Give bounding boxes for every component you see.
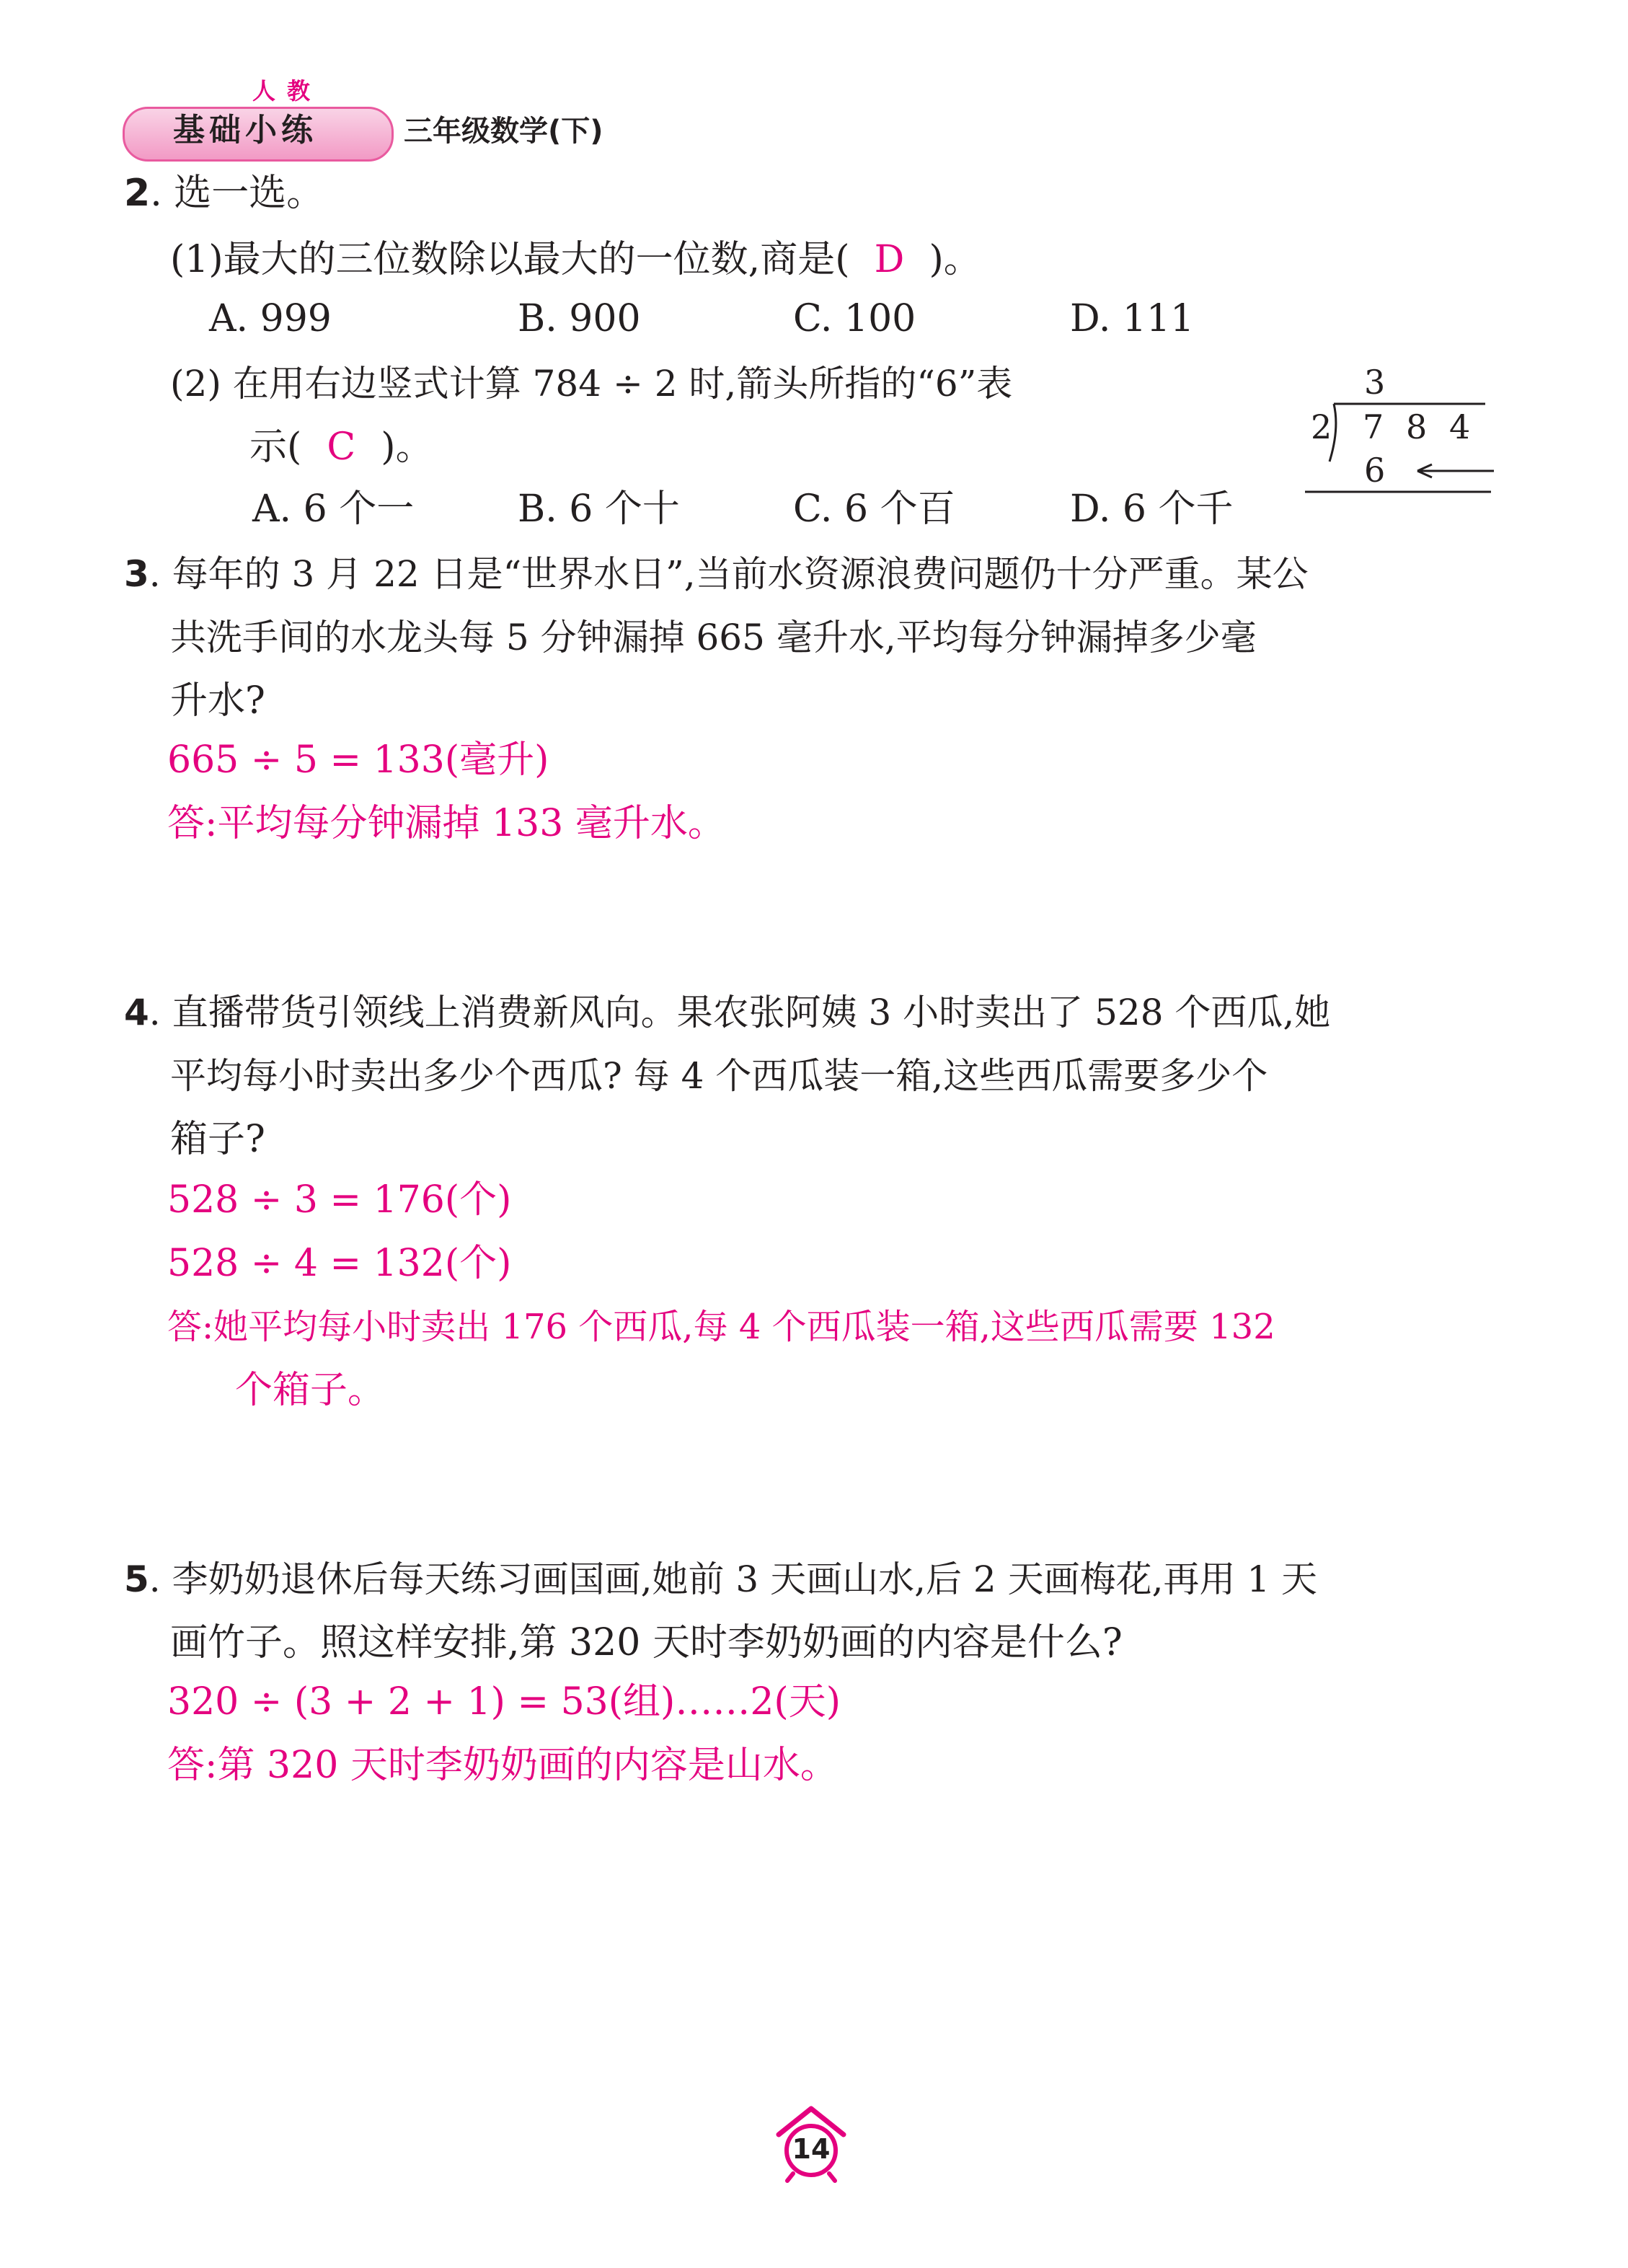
q3-answer-statement: 答:平均每分钟漏掉 133 毫升水。 <box>167 802 725 845</box>
q2-p1-option-d: D. 111 <box>1070 297 1195 340</box>
q2-p2-option-b: B. 6 个十 <box>518 487 680 531</box>
q3-line1: 3. 每年的 3 月 22 日是“世界水日”,当前水资源浪费问题仍十分严重。某公 <box>124 553 1309 595</box>
q4-answer-statement: 答:她平均每小时卖出 176 个西瓜,每 4 个西瓜装一箱,这些西瓜需要 132 <box>167 1307 1275 1347</box>
q2-p1-option-c: C. 100 <box>793 297 916 340</box>
division-bracket <box>1305 353 1500 505</box>
q3-line3: 升水? <box>170 679 265 723</box>
q2-p1-answer: D <box>874 238 905 281</box>
long-division-diagram <box>1305 353 1500 505</box>
division-dividend-digit: 4 <box>1449 407 1471 446</box>
q5-line1: 5. 李奶奶退休后每天练习画国画,她前 3 天画山水,后 2 天画梅花,再用 1 天 <box>124 1558 1318 1600</box>
q2-title: . 选一选。 <box>150 172 324 215</box>
q2-p2-option-d: D. 6 个千 <box>1070 487 1234 531</box>
q2-p1-option-b: B. 900 <box>518 297 641 340</box>
q3-answer-equation: 665 ÷ 5 = 133(毫升) <box>167 738 549 782</box>
q2-p2-stem-line2: 示( C )。 <box>249 415 433 479</box>
q2-heading <box>124 162 324 225</box>
q2-p2-answer: C <box>327 425 356 469</box>
q3-number: 3 <box>124 553 149 595</box>
q2-p2-option-c: C. 6 个百 <box>793 487 955 531</box>
division-quotient: 3 <box>1364 363 1386 402</box>
q4-answer-statement-cont: 个箱子。 <box>235 1369 386 1412</box>
q2-p2-option-a: A. 6 个一 <box>252 487 415 531</box>
q4-line2: 平均每小时卖出多少个西瓜? 每 4 个西瓜装一箱,这些西瓜需要多少个 <box>170 1055 1268 1097</box>
brand-title: 基础小练 <box>173 112 317 149</box>
q2-p1-stem: (1)最大的三位数除以最大的一位数,商是( D )。 <box>170 228 981 291</box>
page-number: 14 <box>792 2133 831 2165</box>
book-subtitle: 三年级数学(下) <box>404 115 603 148</box>
division-partial-product: 6 <box>1364 451 1386 490</box>
q2-p1-option-a: A. 999 <box>209 297 332 340</box>
division-divisor: 2 <box>1311 407 1332 446</box>
q5-number: 5 <box>124 1558 149 1600</box>
q5-answer-statement: 答:第 320 天时李奶奶画的内容是山水。 <box>167 1744 838 1787</box>
arrow-left-icon <box>1413 460 1496 482</box>
division-dividend-digit: 7 <box>1363 407 1384 446</box>
q5-line2: 画竹子。照这样安排,第 320 天时李奶奶画的内容是什么? <box>170 1621 1123 1664</box>
q4-line1: 4. 直播带货引领线上消费新风向。果农张阿姨 3 小时卖出了 528 个西瓜,她 <box>124 992 1331 1033</box>
q5-answer-equation: 320 ÷ (3 + 2 + 1) = 53(组)……2(天) <box>167 1680 841 1724</box>
brand-publisher: 人教 <box>252 77 322 105</box>
q4-number: 4 <box>124 992 149 1033</box>
q4-answer-equation-1: 528 ÷ 3 = 176(个) <box>167 1178 512 1222</box>
q4-answer-equation-2: 528 ÷ 4 = 132(个) <box>167 1242 512 1285</box>
q4-line3: 箱子? <box>170 1118 265 1161</box>
q2-number: 2 <box>124 172 151 215</box>
q2-p2-stem-line1: (2) 在用右边竖式计算 784 ÷ 2 时,箭头所指的“6”表 <box>170 363 1013 405</box>
q3-line2: 共洗手间的水龙头每 5 分钟漏掉 665 毫升水,平均每分钟漏掉多少毫 <box>170 617 1257 658</box>
division-dividend-digit: 8 <box>1406 407 1428 446</box>
